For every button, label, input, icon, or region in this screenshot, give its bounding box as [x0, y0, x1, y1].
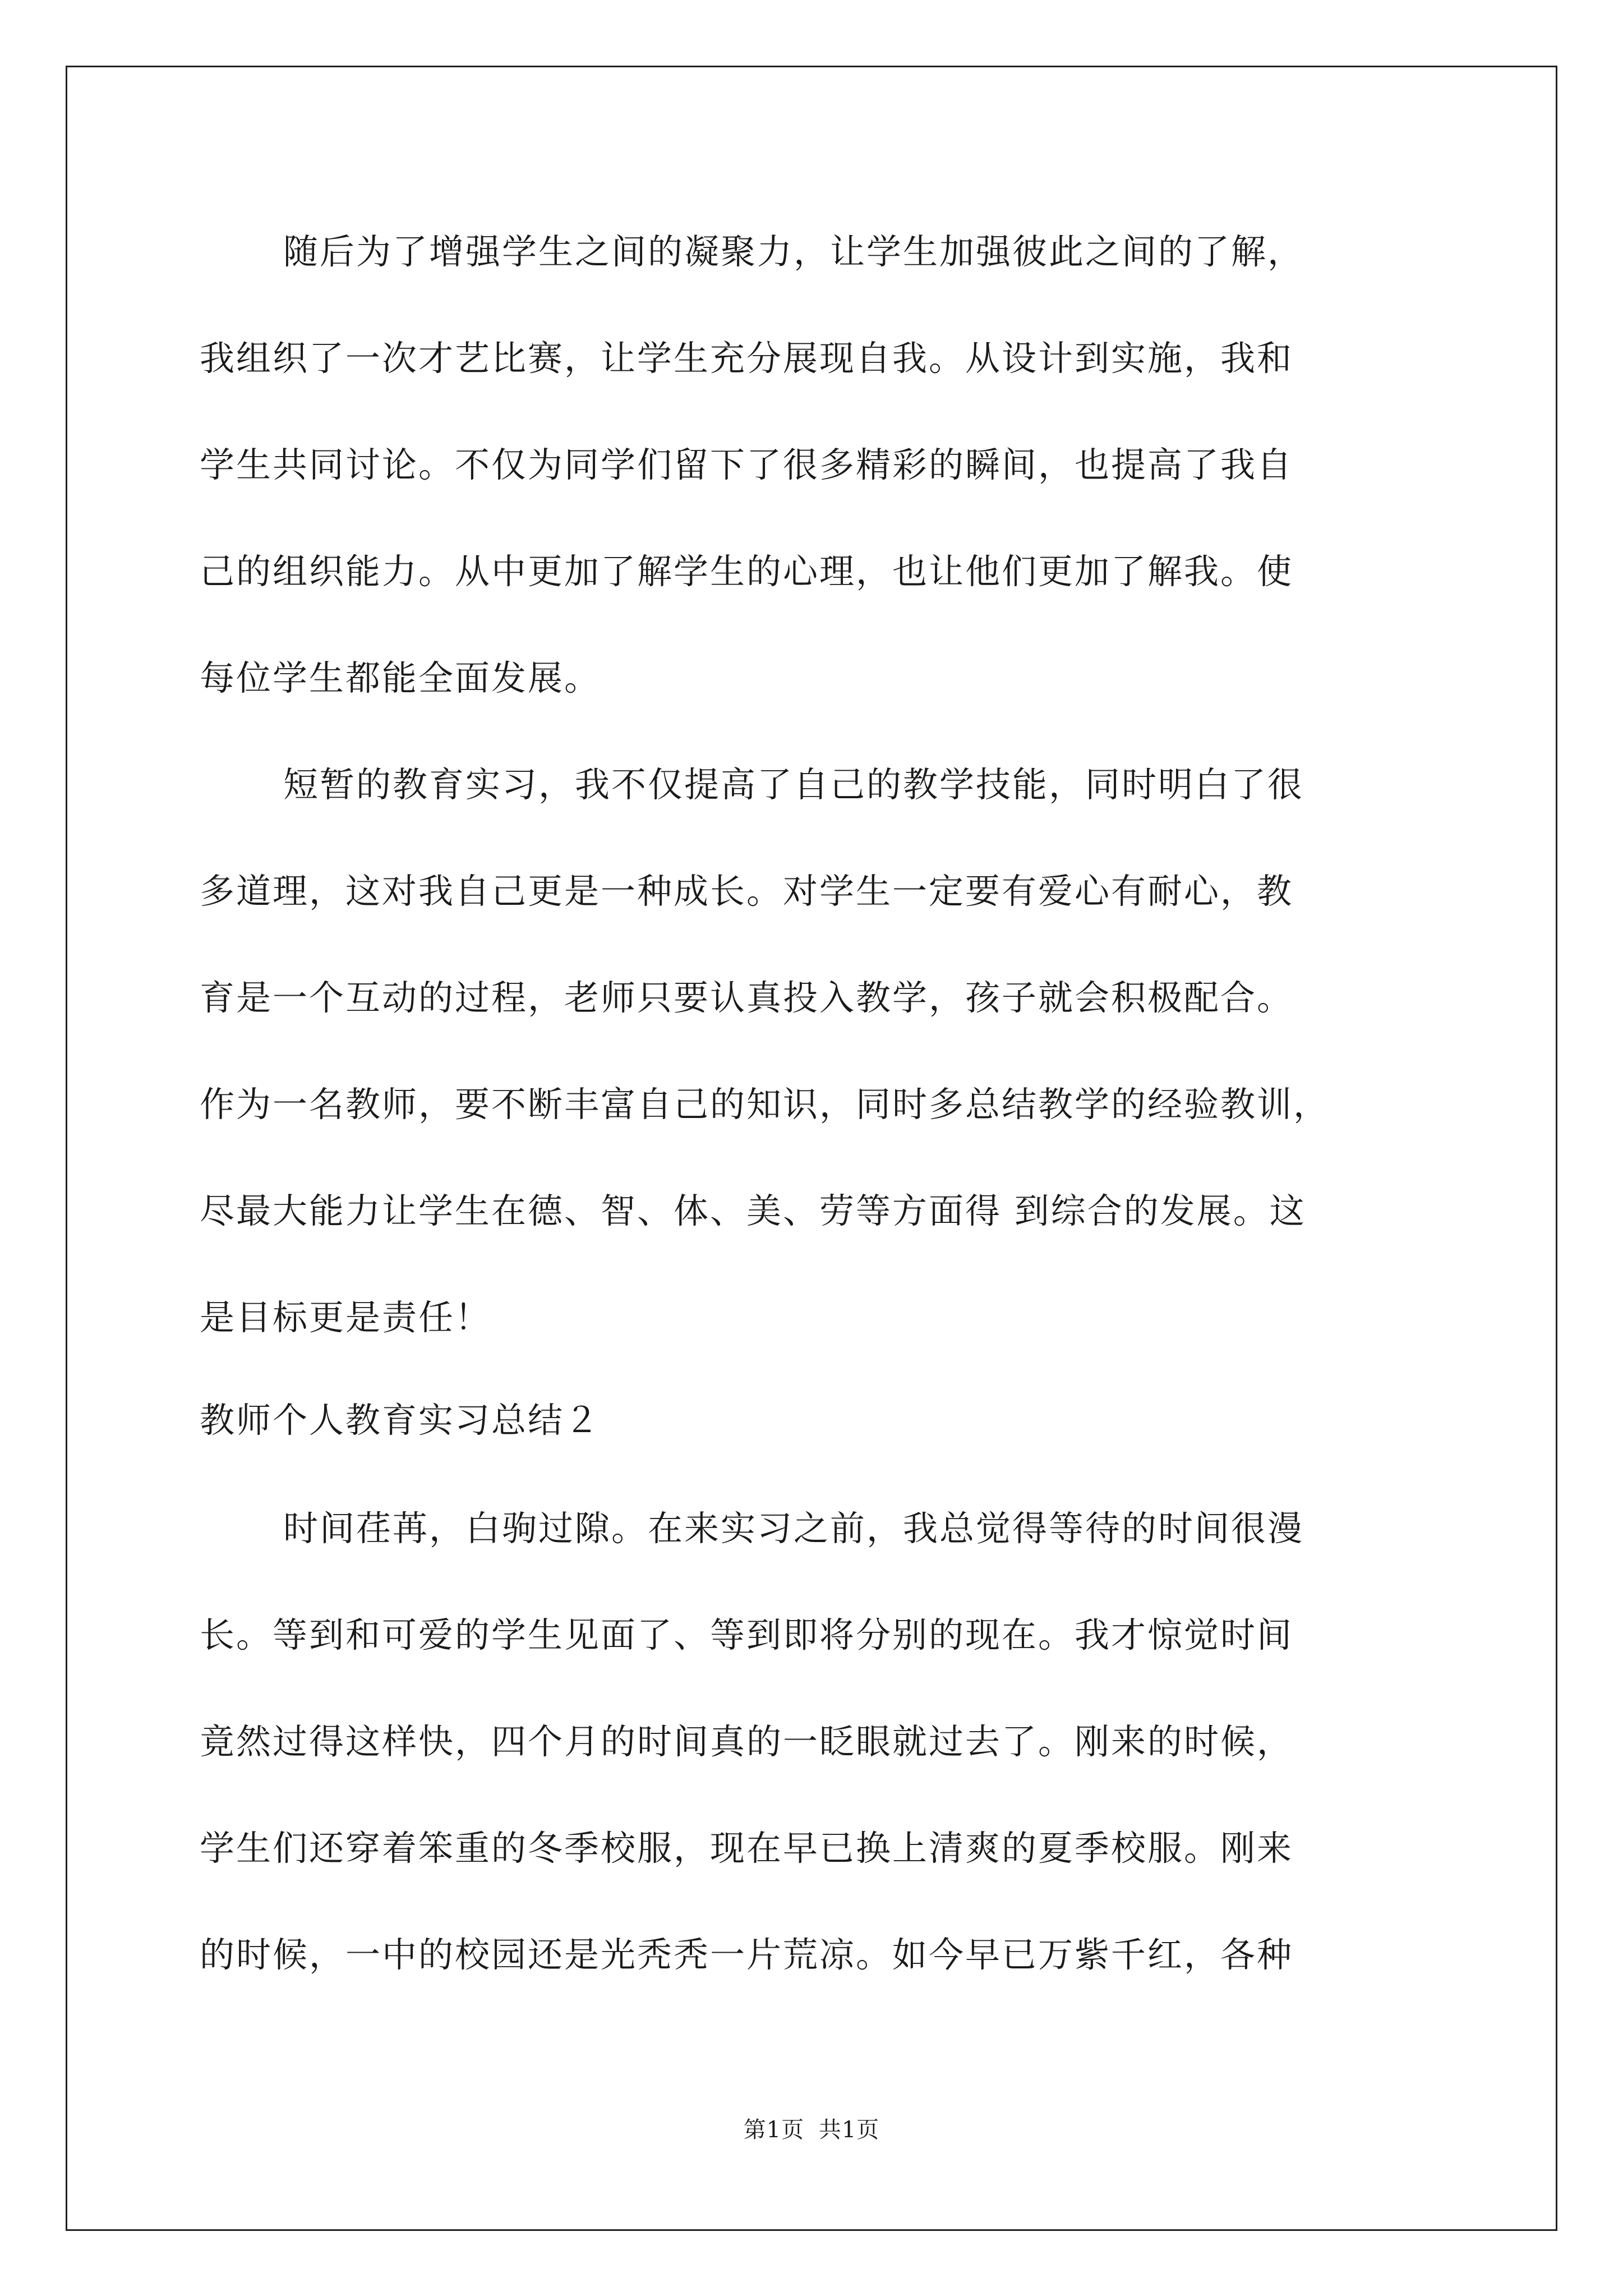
paragraph-line: 多道理，这对我自己更是一种成长。对学生一定要有爱心有耐心，教 — [200, 871, 1294, 912]
paragraph-line: 长。等到和可爱的学生见面了、等到即将分别的现在。我才惊觉时间 — [200, 1614, 1294, 1655]
paragraph-line: 作为一名教师，要不断丰富自己的知识，同时多总结教学的经验教训， — [200, 1084, 1330, 1125]
page-border — [66, 66, 1557, 2231]
paragraph-line: 时间荏苒，白驹过隙。在来实习之前，我总觉得等待的时间很漫 — [283, 1508, 1304, 1549]
paragraph-line: 短暂的教育实习，我不仅提高了自己的教学技能，同时明白了很 — [283, 764, 1304, 805]
paragraph-line: 育是一个互动的过程，老师只要认真投入教学，孩子就会积极配合。 — [200, 977, 1294, 1018]
paragraph-line: 是目标更是责任！ — [200, 1297, 492, 1338]
paragraph-line: 每位学生都能全面发展。 — [200, 657, 601, 698]
page-number: 第1页 — [743, 2117, 805, 2143]
paragraph-line: 学生共同讨论。不仅为同学们留下了很多精彩的瞬间，也提高了我自 — [200, 444, 1294, 485]
paragraph-line: 的时候，一中的校园还是光秃秃一片荒凉。如今早已万紫千红，各种 — [200, 1934, 1294, 1975]
paragraph-line: 随后为了增强学生之间的凝聚力，让学生加强彼此之间的了解， — [283, 231, 1304, 272]
section-heading: 教师个人教育实习总结２ — [200, 1400, 601, 1441]
paragraph-line: 己的组织能力。从中更加了解学生的心理，也让他们更加了解我。使 — [200, 551, 1294, 592]
paragraph-line: 我组织了一次才艺比赛，让学生充分展现自我。从设计到实施，我和 — [200, 338, 1294, 379]
page-total: 共1页 — [818, 2117, 880, 2143]
paragraph-line: 学生们还穿着笨重的冬季校服，现在早已换上清爽的夏季校服。刚来 — [200, 1828, 1294, 1869]
paragraph-line: 尽最大能力让学生在德、智、体、美、劳等方面得 到综合的发展。这 — [200, 1190, 1306, 1231]
paragraph-line: 竟然过得这样快，四个月的时间真的一眨眼就过去了。刚来的时候， — [200, 1721, 1294, 1762]
page-footer — [0, 2116, 1623, 2144]
